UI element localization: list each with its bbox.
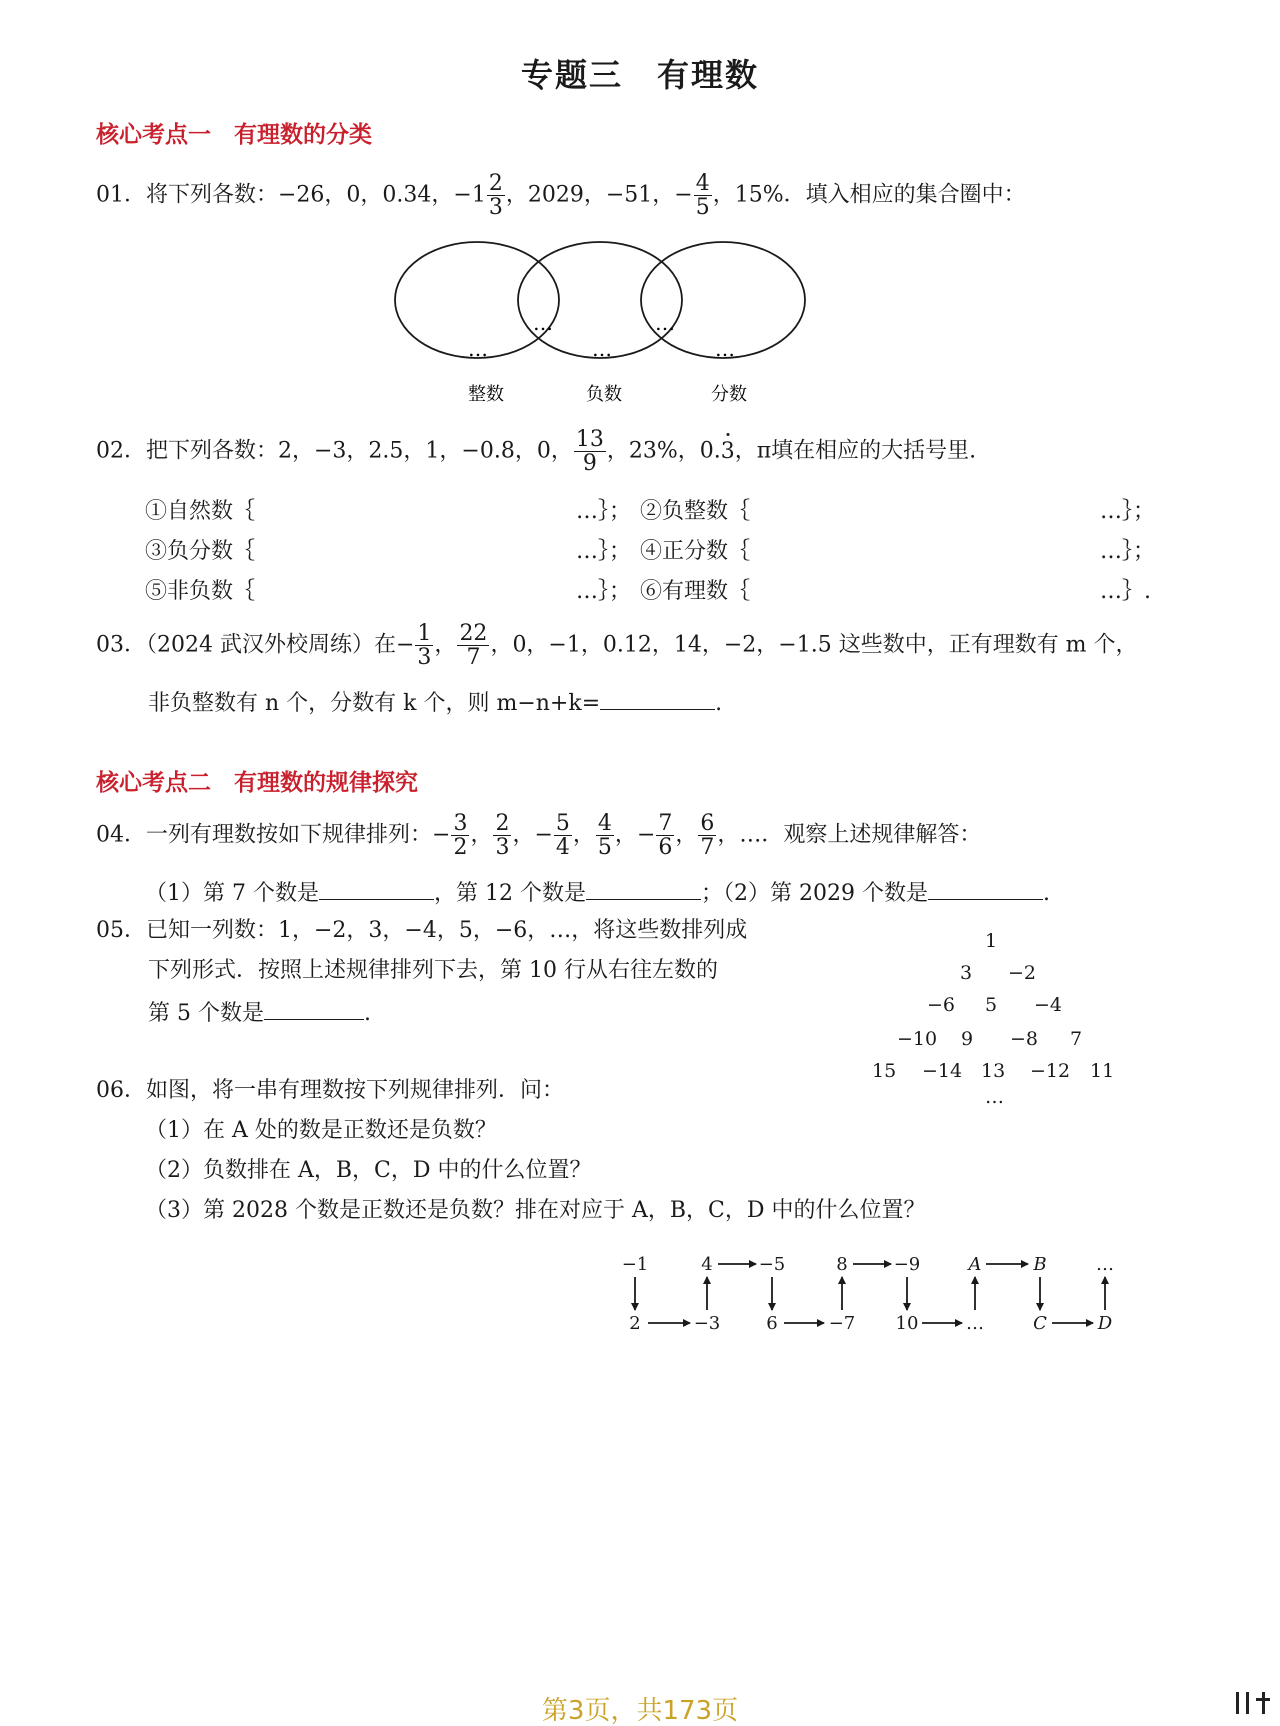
set-rational-label: ⑥有理数｛ (640, 579, 751, 604)
q04-blank-12th[interactable] (586, 880, 701, 900)
q01-f2-num: 4 (695, 171, 710, 196)
set-positive-fraction-label: ④正分数｛ (640, 539, 751, 564)
q04-prefix: 04．一列有理数按如下规律排列： (96, 822, 432, 848)
q03-f2-num: 22 (459, 621, 488, 646)
seq-bottom-5: 10 (895, 1313, 919, 1334)
q05-answer-blank[interactable] (264, 1000, 364, 1020)
q04-f2-num: 2 (495, 811, 510, 836)
set-natural-label: ①自然数｛ (145, 499, 256, 524)
q05-line-3 (148, 1000, 371, 1025)
set-negative-fraction-label: ③负分数｛ (145, 539, 256, 564)
q02-repeating-digit: 3 (720, 438, 735, 464)
venn-dots-1: … (468, 337, 488, 361)
q04-fraction-2 (493, 812, 511, 859)
set-nonnegative-end: …｝； (576, 579, 632, 604)
q04-f5-den: 6 (658, 835, 673, 861)
q04-fraction-3 (554, 812, 572, 859)
q04-part2-label: ；（2）第 2029 个数是 (700, 881, 928, 906)
q03-f1-num: 1 (417, 621, 432, 646)
q04-f2-den: 3 (495, 835, 510, 861)
q04-f6-num: 6 (700, 811, 715, 836)
seq-bottom-4: −7 (828, 1313, 856, 1334)
venn-label-negatives: 负数 (586, 384, 622, 405)
q03-line2-text: 非负整数有 n 个，分数有 k 个，则 m−n+k= (148, 691, 601, 716)
q02-mid: ，23%，0. (606, 438, 721, 464)
q04-f5-num: 7 (658, 811, 673, 836)
seq-top-B: B (1033, 1254, 1047, 1275)
q04-fraction-1 (451, 812, 469, 859)
q01-f1-num: 2 (488, 171, 503, 196)
section-heading-2: 核心考点二 有理数的规律探究 (96, 770, 418, 796)
q04-fraction-6 (698, 812, 716, 859)
q02-row-1 (0, 494, 1280, 524)
q03-answer-blank[interactable] (600, 690, 715, 710)
q04-part1-label: （1）第 7 个数是 (145, 881, 319, 906)
q03-fraction-1 (415, 622, 433, 669)
venn-dots-3: … (592, 337, 612, 361)
q04-f3-den: 4 (555, 835, 570, 861)
question-01 (96, 172, 1026, 219)
triangle-r3-c2: 5 (985, 994, 998, 1016)
set-negative-fraction-end: …｝； (576, 539, 632, 564)
seq-top-3: −5 (758, 1254, 786, 1275)
triangle-r2-c1: 3 (960, 962, 973, 984)
set-negative-integer-label: ②负整数｛ (640, 499, 751, 524)
q01-fraction-1 (487, 172, 505, 219)
triangle-r6-dots: … (985, 1086, 1004, 1108)
seq-bottom-2: −3 (693, 1313, 721, 1334)
seq-bottom-3: 6 (766, 1313, 778, 1334)
sequence-arrow-diagram (610, 1250, 1130, 1340)
q04-fraction-4 (596, 812, 614, 859)
q03-f1-den: 3 (417, 645, 432, 671)
seq-top-1: −1 (621, 1254, 649, 1275)
q04-blank-7th[interactable] (319, 880, 434, 900)
q01-prefix: 01．将下列各数：−26，0，0.34，−1 (96, 182, 486, 208)
set-nonnegative-label: ⑤非负数｛ (145, 579, 256, 604)
q03-prefix: 03．（2024 武汉外校周练）在− (96, 632, 415, 658)
venn-label-fractions: 分数 (711, 384, 747, 405)
triangle-r5-c1: 15 (872, 1060, 897, 1082)
q01-suffix: ，15%．填入相应的集合圈中： (712, 182, 1026, 208)
q04-sign-1: − (432, 822, 451, 848)
q05-line-2: 下列形式．按照上述规律排列下去，第 10 行从右往左数的 (148, 958, 718, 983)
set-rational-end: …｝. (1100, 579, 1151, 604)
triangle-r5-c2: −14 (922, 1060, 963, 1082)
q03-suffix: ，0，−1，0.12，14，−2，−1.5 这些数中，正有理数有 m 个， (490, 632, 1138, 658)
q06-line-2: （1）在 A 处的数是正数还是负数？ (145, 1118, 497, 1143)
q02-f-den: 9 (582, 451, 597, 477)
q04-f1-den: 2 (453, 835, 468, 861)
q01-f1-den: 3 (488, 195, 503, 221)
q05-line3-text: 第 5 个数是 (148, 1001, 264, 1026)
triangle-r4-c1: −10 (897, 1028, 938, 1050)
q04-f3-num: 5 (555, 811, 570, 836)
q02-fraction (574, 428, 606, 475)
q04-f4-den: 5 (597, 835, 612, 861)
q05-line-1: 05．已知一列数：1，−2，3，−4，5，−6，…，将这些数排列成 (96, 918, 748, 943)
q04-part1b-label: ，第 12 个数是 (433, 881, 586, 906)
q03-fraction-2 (457, 622, 489, 669)
set-negative-integer-end: …｝； (1100, 499, 1156, 524)
q01-mid: ，2029，−51，− (505, 182, 693, 208)
q04-line-2 (145, 880, 1050, 905)
q02-f-num: 13 (575, 427, 604, 452)
q06-line-4: （3）第 2028 个数是正数还是负数？排在对应于 A，B，C，D 中的什么位置？ (145, 1198, 926, 1223)
q04-f6-den: 7 (700, 835, 715, 861)
triangle-r4-c4: 7 (1070, 1028, 1083, 1050)
q06-line-1: 06．如图，将一串有理数按下列规律排列．问： (96, 1078, 564, 1103)
section-heading-1: 核心考点一 有理数的分类 (96, 122, 372, 148)
set-natural-end: …｝； (576, 499, 632, 524)
q02-row-2 (0, 534, 1280, 564)
venn-dots-5: … (715, 337, 735, 361)
q02-prefix: 02．把下列各数：2，−3，2.5，1，−0.8，0， (96, 438, 573, 464)
q06-line-3: （2）负数排在 A，B，C，D 中的什么位置？ (145, 1158, 592, 1183)
triangle-r3-c1: −6 (927, 994, 956, 1016)
seq-top-A: A (968, 1254, 982, 1275)
triangle-r2-c2: −2 (1008, 962, 1037, 984)
seq-bottom-1: 2 (629, 1313, 641, 1334)
q01-fraction-2 (694, 172, 712, 219)
seq-top-2: 4 (701, 1254, 713, 1275)
seq-bottom-C: C (1033, 1313, 1047, 1334)
triangle-r5-c3: 13 (981, 1060, 1006, 1082)
venn-diagram (380, 240, 830, 410)
page-indicator: 第3页，共173页 (541, 1696, 739, 1726)
set-positive-fraction-end: …｝； (1100, 539, 1156, 564)
venn-dots-2: … (533, 311, 553, 335)
q01-f2-den: 5 (695, 195, 710, 221)
q05-line3-end: . (363, 1001, 371, 1026)
q03-line-2 (148, 690, 722, 715)
seq-top-4: 8 (836, 1254, 848, 1275)
seq-bottom-dots: … (966, 1313, 984, 1334)
venn-dots-4: … (655, 311, 675, 335)
triangle-r4-c3: −8 (1010, 1028, 1039, 1050)
question-03 (96, 622, 1138, 669)
q04-line2-end: . (1042, 881, 1050, 906)
triangle-r4-c2: 9 (961, 1028, 974, 1050)
question-04: 04．一列有理数按如下规律排列：− $\frac{3}{2}$ ， $\frac{2}{3}$ ，− $\frac{5}{4}$ ， $\frac{4}{5}$ ，− $\frac{7}{6}$ ， $\frac{6}{7}$ ，…．观察上述规律解答： (96, 811, 982, 861)
q04-suffix: ，…．观察上述规律解答： (717, 822, 982, 848)
q02-row-3 (0, 574, 1280, 604)
viewer-toolbar-icon[interactable] (1234, 1690, 1274, 1720)
q04-fraction-5 (656, 812, 674, 859)
seq-top-5: −9 (893, 1254, 921, 1275)
triangle-r1-c1: 1 (985, 930, 998, 952)
q03-f2-den: 7 (466, 645, 481, 671)
triangle-r3-c3: −4 (1034, 994, 1063, 1016)
seq-top-dots: … (1096, 1254, 1114, 1275)
q04-f1-num: 3 (453, 811, 468, 836)
q04-sign-3: − (534, 822, 553, 848)
venn-label-integers: 整数 (468, 384, 504, 405)
seq-bottom-D: D (1097, 1313, 1113, 1334)
q04-sign-5: − (636, 822, 656, 848)
q03-sep: ， (434, 632, 457, 658)
question-02 (96, 428, 976, 475)
page-title: 专题三 有理数 (520, 56, 759, 94)
q03-line2-end: . (715, 691, 723, 716)
q02-suffix: ，π填在相应的大括号里. (734, 438, 977, 464)
triangle-r5-c5: 11 (1090, 1060, 1115, 1082)
q04-blank-2029th[interactable] (928, 880, 1043, 900)
triangle-r5-c4: −12 (1030, 1060, 1071, 1082)
q04-f4-num: 4 (597, 811, 612, 836)
